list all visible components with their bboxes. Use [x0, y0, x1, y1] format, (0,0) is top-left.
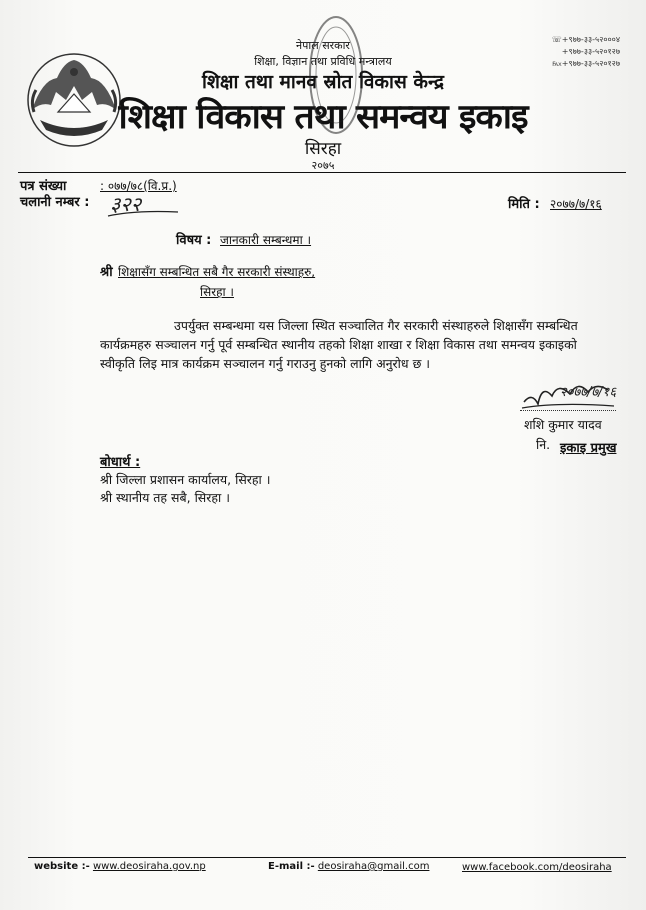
email-link[interactable]: deosiraha@gmail.com	[317, 861, 430, 872]
recipient-prefix: श्री	[100, 265, 113, 280]
signatory-name: शशि कुमार यादव	[524, 417, 602, 432]
signatory-title: इकाइ प्रमुख	[560, 441, 617, 456]
contact-phone-1: ☏+९७७-३३-५२०००४	[551, 35, 620, 44]
body-line-2: कार्यक्रमहरु सञ्चालन गर्नु पूर्व सम्बन्धित स्थानीय तहको शिक्षा शाखा र शिक्षा विकास तथा समन्वय इकाइको	[100, 337, 577, 352]
cc-item-2: श्री स्थानीय तह सबै, सिरहा ।	[100, 490, 230, 505]
header-rule	[18, 172, 626, 173]
header-ministry: शिक्षा, विज्ञान तथा प्रविधि मन्त्रालय	[254, 55, 392, 68]
email-label: E-mail :-	[268, 861, 315, 872]
header-place: सिरहा	[304, 139, 342, 159]
subject-text: जानकारी सम्बन्धमा ।	[220, 233, 312, 247]
office-stamp-icon	[303, 3, 369, 147]
patra-value: : ०७७/७८(वि.प्र.)	[100, 179, 177, 193]
footer-rule	[28, 857, 626, 858]
miti-label: मिति :	[508, 197, 540, 212]
cc-item-1: श्री जिल्ला प्रशासन कार्यालय, सिरहा ।	[100, 472, 271, 487]
header-centre: शिक्षा तथा मानव स्रोत विकास केन्द्र	[202, 71, 444, 93]
chalani-underline-icon	[106, 204, 180, 220]
header-government: नेपाल सरकार	[296, 39, 350, 52]
header-year: २०७५	[311, 159, 335, 172]
body-line-3: स्वीकृति लिइ मात्र कार्यक्रम सञ्चालन गर्नु गराउनु हुनको लागि अनुरोध छ ।	[100, 356, 431, 371]
recipient-name: शिक्षासँग सम्बन्धित सबै गैर सरकारी संस्थाहरु,	[118, 265, 316, 279]
header-title: शिक्षा विकास तथा समन्वय इकाइ	[118, 97, 528, 137]
signatory-title-prefix: नि.	[536, 437, 551, 452]
website-link[interactable]: www.deosiraha.gov.np	[92, 861, 206, 872]
facebook-link[interactable]: www.facebook.com/deosiraha	[462, 862, 612, 873]
chalani-label: चलानी नम्बर :	[20, 195, 90, 210]
body-line-1: उपर्युक्त सम्बन्धमा यस जिल्ला स्थित सञ्चालित गैर सरकारी संस्थाहरुले शिक्षासँग सम्बन्धित	[174, 318, 578, 333]
signature-date: २०७७/७/१६	[560, 385, 617, 400]
contact-phone-2: +९७७-३३-५२०१२७	[561, 47, 620, 56]
contact-fax: ℻+९७७-३३-५२०१२७	[552, 59, 620, 68]
website-label: website :-	[34, 861, 90, 872]
cc-heading: बोधार्थ :	[100, 455, 141, 470]
chalani-value: ३२२	[110, 192, 142, 216]
patra-label: पत्र संख्या	[20, 179, 67, 194]
subject-label: विषय :	[176, 233, 212, 248]
recipient-place: सिरहा ।	[200, 285, 234, 299]
signature-line	[520, 410, 616, 411]
miti-value: २०७७/७/१६	[550, 197, 602, 211]
